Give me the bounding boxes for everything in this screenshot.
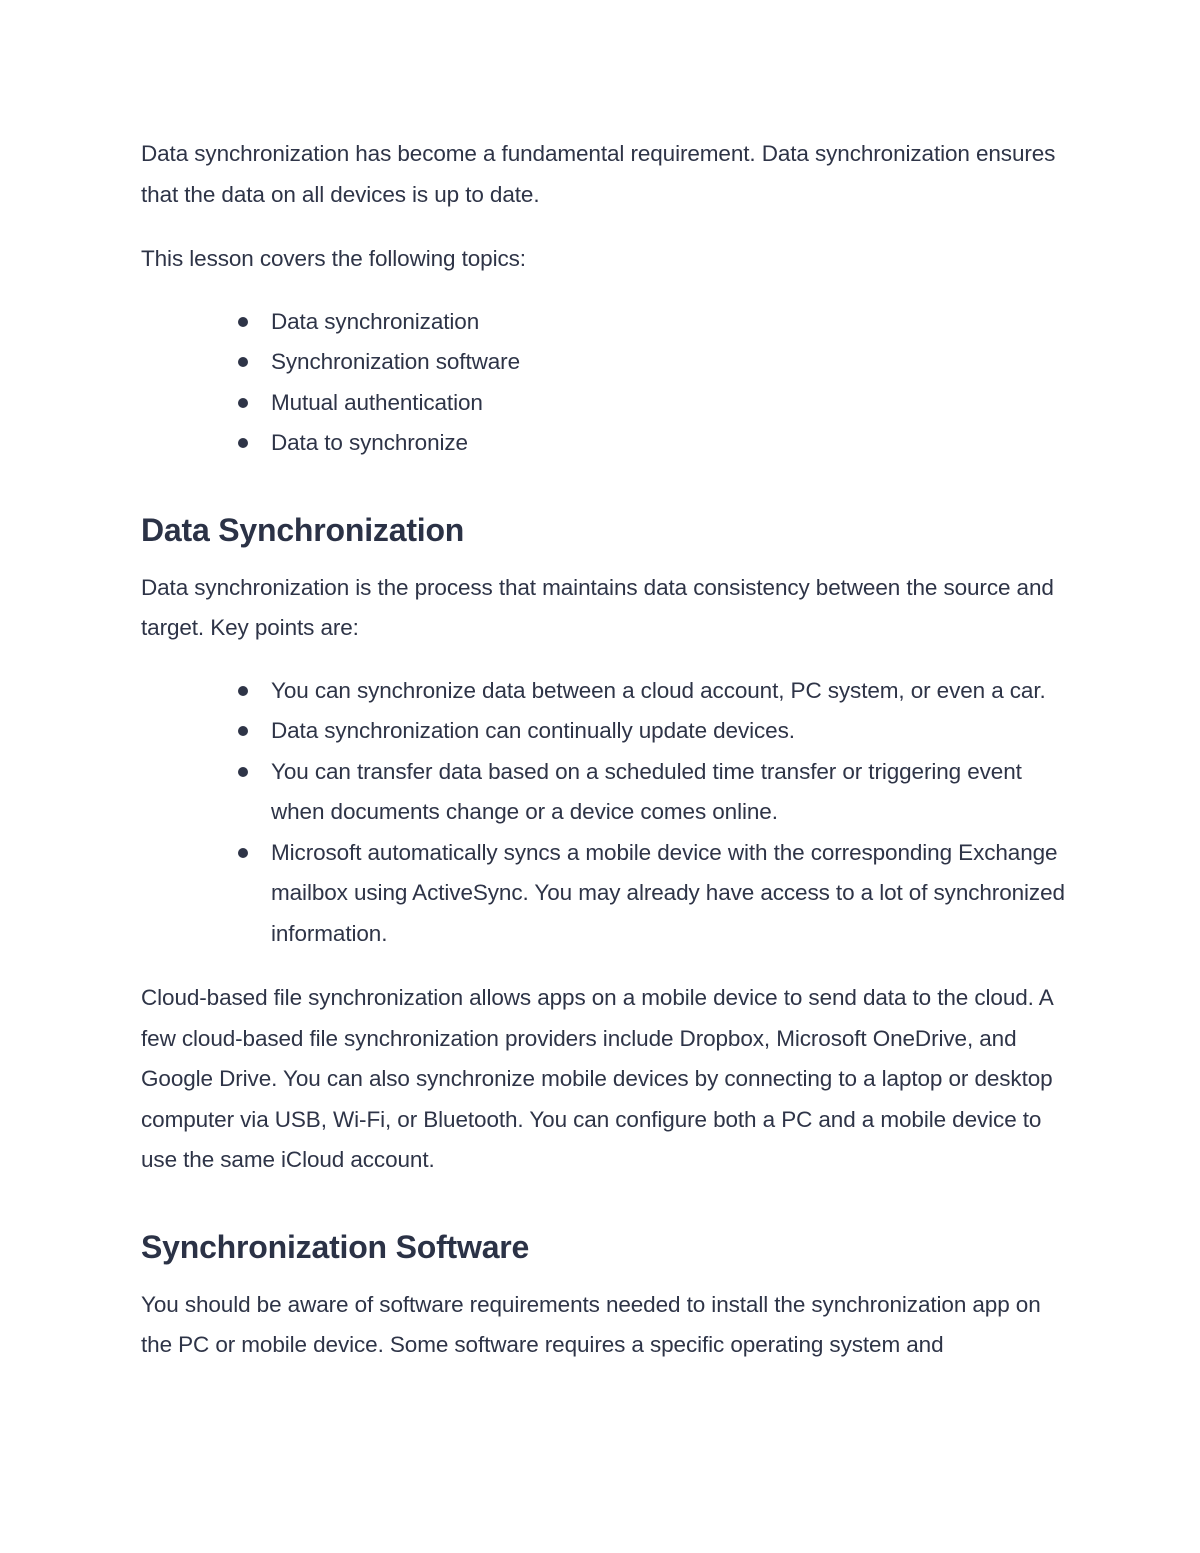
bullet-icon (238, 767, 248, 777)
topics-intro-paragraph: This lesson covers the following topics: (141, 246, 526, 271)
list-item: Data synchronization (271, 302, 1071, 343)
bullet-icon (238, 398, 248, 408)
list-item: Data to synchronize (271, 423, 1071, 464)
bullet-icon (238, 686, 248, 696)
key-points-list (141, 671, 1071, 955)
section-heading-data-synchronization: Data Synchronization (141, 511, 465, 548)
document-page (141, 134, 1071, 1366)
list-item: Microsoft automatically syncs a mobile device with the corresponding Exchange mailbox using ActiveSync. You may already have access to a lot of synchronized information. (271, 833, 1071, 955)
list-item: You can synchronize data between a cloud account, PC system, or even a car. (271, 671, 1071, 712)
cloud-sync-paragraph: Cloud-based file synchronization allows apps on a mobile device to send data to the cloud. A few cloud-based file synchronization providers include Dropbox, Microsoft OneDrive, and Google Drive. You can also synchronize mobile devices by connecting to a laptop or desktop computer via USB, Wi-Fi, or Bluetooth. You can configure both a PC and a mobile device to use the same iCloud account. (141, 985, 1053, 1172)
list-item: Mutual authentication (271, 383, 1071, 424)
list-item: You can transfer data based on a scheduled time transfer or triggering event when documents change or a device comes online. (271, 752, 1071, 833)
list-item: Synchronization software (271, 342, 1071, 383)
bullet-icon (238, 317, 248, 327)
bullet-icon (238, 848, 248, 858)
bullet-icon (238, 438, 248, 448)
list-item: Data synchronization can continually update devices. (271, 711, 1071, 752)
data-sync-paragraph: Data synchronization is the process that maintains data consistency between the source and target. Key points are: (141, 574, 1054, 640)
bullet-icon (238, 726, 248, 736)
intro-paragraph: Data synchronization has become a fundamental requirement. Data synchronization ensures that the data on all devices is up to date. (141, 141, 1056, 207)
software-paragraph: You should be aware of software requirements needed to install the synchronization app on the PC or mobile device. Some software requires a specific operating system and (141, 1291, 1041, 1357)
bullet-icon (238, 357, 248, 367)
topics-list (141, 302, 1071, 464)
section-heading-synchronization-software: Synchronization Software (141, 1228, 530, 1265)
